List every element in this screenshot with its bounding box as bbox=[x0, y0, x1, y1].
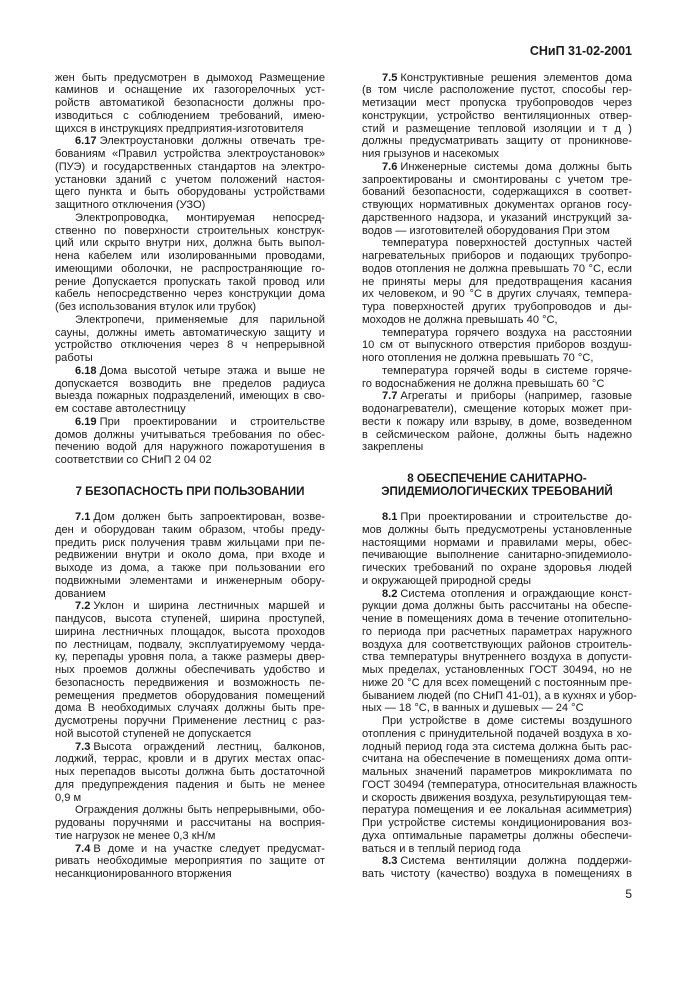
text-line: работы bbox=[55, 352, 93, 365]
text-line: чение в помещениях дома в течение отопительно- bbox=[362, 613, 632, 626]
text-line: ниже 20 °С для всех помещений с постоянным пре- bbox=[362, 676, 632, 689]
text-line: каминов и оснащение их газогорелочных уст- bbox=[55, 84, 325, 97]
clause-number: 7.4 bbox=[75, 842, 91, 855]
paragraph bbox=[55, 804, 325, 842]
text-line: кабель непосредственно через конструкции дома bbox=[55, 288, 325, 301]
text-line: ширина лестничных площадок, высота проходов bbox=[55, 625, 325, 638]
text-line: щихся в инструкциях предприятия-изготовителя bbox=[55, 122, 304, 135]
text-line: тие нагрузок не менее 0,3 кН/м bbox=[55, 829, 216, 842]
text-line: 10 см от выпускного отверстия приборов воздуш- bbox=[362, 339, 632, 352]
clause-text: Система вентиляции должна поддержи- bbox=[400, 855, 632, 868]
text-line: мальных значений параметров микроклимата по bbox=[362, 766, 632, 779]
text-line: (без использования втулок или трубок) bbox=[55, 301, 257, 314]
text-line bbox=[362, 72, 632, 85]
clause-number: 7.2 bbox=[75, 600, 91, 613]
text-line: Электропроводка, монтируемая непосред- bbox=[75, 211, 325, 224]
text-line: безопасность передвижения и возможность пе- bbox=[55, 676, 325, 689]
text-line: ден и оборудован таким образом, чтобы преду- bbox=[55, 523, 325, 536]
text-line: считана на обеспечение в помещениях дома опти- bbox=[362, 753, 632, 766]
text-line: рудованы поручнями и рассчитаны на восприя- bbox=[55, 817, 325, 830]
text-line: соответствии со СНиП 2 04 02 bbox=[55, 454, 212, 467]
paragraph bbox=[362, 365, 632, 391]
text-line: ствующих нормативных документах органов госу- bbox=[362, 199, 632, 212]
clause-number: 7.5 bbox=[382, 71, 398, 84]
text-line: стий и размещение тепловой изоляции и т д ) bbox=[362, 122, 632, 135]
clause-number: 8.2 bbox=[382, 587, 398, 600]
text-line bbox=[55, 741, 325, 754]
right-column bbox=[362, 71, 638, 881]
text-line: изводиться с соблюдением требований, имею- bbox=[55, 109, 325, 122]
text-line: пература помещения и ее локальная асимметрия) bbox=[362, 804, 632, 817]
text-line: защитного отключения (УЗО) bbox=[55, 199, 206, 212]
text-line: При устройстве системы кондиционирования воз- bbox=[362, 817, 632, 830]
text-line: пандусов, высота ступеней, ширина проступей, bbox=[55, 613, 325, 626]
clause-7-1 bbox=[55, 511, 325, 600]
text-line: не приняты меры для предотвращения касания bbox=[362, 275, 632, 288]
clause-text: В доме и на участке следует предусмат- bbox=[93, 842, 325, 855]
clause-number: 7.6 bbox=[382, 160, 398, 173]
text-line: редвижении внутри и около дома, при входе и bbox=[55, 549, 325, 562]
clause-6-18 bbox=[55, 365, 325, 416]
text-line: настоящими нормами и правилами меры, обес- bbox=[362, 536, 632, 549]
text-line: ремещения предметов оборудования помещений bbox=[55, 689, 325, 702]
clause-7-6 bbox=[362, 161, 632, 238]
text-line: го водоснабжения не должна превышать 60 °С bbox=[362, 377, 605, 390]
text-line: нена кабелем или изолированными проводами, bbox=[55, 250, 325, 263]
text-line: ку, перепады уровня пола, а также размеры двер- bbox=[55, 651, 325, 664]
text-line: дарственного надзора, и указаний инструкций за- bbox=[362, 211, 632, 224]
clause-text: Инженерные системы дома должны быть bbox=[400, 160, 632, 173]
clause-7-2 bbox=[55, 600, 325, 740]
text-line: Электропечи, применяемые для парильной bbox=[75, 313, 325, 326]
document-code-header: СНиП 31-02-2001 bbox=[529, 44, 632, 58]
text-line: тура поверхностей других трубопроводов и ды- bbox=[362, 301, 632, 314]
text-line: конструкции, устройство вентиляционных отвер- bbox=[362, 109, 632, 122]
text-line: бований безопасности, содержащихся в соответ- bbox=[362, 186, 632, 199]
text-line: (в том числе расположение пустот, способы гер- bbox=[362, 84, 632, 97]
text-line: При устройстве в доме системы воздушного bbox=[382, 715, 632, 728]
clause-number: 8.3 bbox=[382, 855, 398, 868]
paragraph bbox=[362, 237, 632, 326]
text-line: выезда пожарных подразделений, имеющих в сво- bbox=[55, 390, 325, 403]
text-line: мых пределах, установленных ГОСТ 30494, но не bbox=[362, 664, 632, 677]
clause-7-4 bbox=[55, 843, 325, 881]
clause-text: Конструктивные решения элементов дома bbox=[400, 71, 632, 84]
text-line: для предупреждения падения и быть не менее bbox=[55, 778, 325, 791]
text-line: и скорость движения воздуха, результирующая тем- bbox=[362, 791, 632, 804]
clause-8-1 bbox=[362, 511, 632, 588]
text-line: запроектированы и смонтированы с учетом тре- bbox=[362, 173, 632, 186]
text-line: сауны, должны иметь автоматическую защиту и bbox=[55, 326, 325, 339]
text-line bbox=[362, 161, 632, 174]
text-line: предить риск получения травм жильцами при пе- bbox=[55, 536, 325, 549]
clause-8-3 bbox=[362, 855, 632, 881]
clause-text: Электроустановки должны отвечать тре- bbox=[99, 135, 325, 148]
heading-line: 8 ОБЕСПЕЧЕНИЕ САНИТАРНО- bbox=[407, 472, 587, 486]
text-line: температура горячей воды в системе горяче- bbox=[382, 364, 632, 377]
clause-number: 7.7 bbox=[382, 390, 398, 403]
text-line: установки зданий с учетом положений настоя- bbox=[55, 173, 325, 186]
text-line: вести к пожару или взрыву, в доме, возведенном bbox=[362, 415, 632, 428]
paragraph bbox=[362, 715, 638, 855]
text-line: водонагреватели), смещение которых может при- bbox=[362, 403, 632, 416]
paragraph bbox=[362, 327, 632, 365]
text-line: и окружающей природной среды bbox=[362, 574, 531, 587]
text-line: дусмотрены поручни Применение лестниц с раз- bbox=[55, 715, 325, 728]
clause-number: 7.3 bbox=[75, 740, 91, 753]
text-line: домов должны учитываться требования по обес- bbox=[55, 428, 325, 441]
text-line: ций или скрыто внутри них, должна быть выпол- bbox=[55, 237, 325, 250]
text-line: лоджий, террас, кровли и в других местах опас- bbox=[55, 753, 325, 766]
text-line bbox=[55, 843, 325, 856]
text-line bbox=[55, 365, 325, 378]
text-line: ных — 18 °С, в ванных и душевых — 24 °С bbox=[362, 702, 584, 715]
text-line bbox=[55, 416, 325, 429]
text-line: духа оптимальные параметры должны обеспечи- bbox=[362, 829, 632, 842]
paragraph bbox=[55, 72, 325, 136]
clause-number: 8.1 bbox=[382, 511, 398, 524]
text-line: метизации мест пропуска трубопроводов через bbox=[362, 97, 632, 110]
text-line: ния грызунов и насекомых bbox=[362, 148, 499, 161]
clause-6-17 bbox=[55, 135, 325, 212]
text-line: 0,9 м bbox=[55, 791, 82, 804]
clause-number: 7.1 bbox=[75, 511, 91, 524]
clause-text: При проектировании и строительстве bbox=[99, 415, 325, 428]
clause-number: 6.17 bbox=[75, 135, 97, 148]
text-line: моходов не должна превышать 40 °С, bbox=[362, 313, 558, 326]
text-line bbox=[362, 390, 632, 403]
text-line: закреплены bbox=[362, 441, 424, 454]
text-line: устройство отключения через 8 ч непрерывной bbox=[55, 339, 325, 352]
page-number: 5 bbox=[625, 887, 632, 901]
text-line: ных проемов должны обеспечивать удобство и bbox=[55, 664, 325, 677]
text-line bbox=[55, 135, 325, 148]
text-line: лодный период года эта система должна быть рас- bbox=[362, 740, 632, 753]
section-heading bbox=[55, 486, 325, 499]
text-line bbox=[55, 600, 325, 613]
text-line: бованиям «Правил устройства электроустановок» bbox=[55, 148, 325, 161]
text-line: воздуха для соответствующих районов строитель- bbox=[362, 638, 632, 651]
text-line: рение Допускается пропускать такой провод или bbox=[55, 275, 325, 288]
text-line: водов — изготовителей оборудования При этом bbox=[362, 224, 610, 237]
clause-8-2 bbox=[362, 587, 637, 716]
clause-7-3 bbox=[55, 741, 325, 805]
clause-text: Система отопления и ограждающие конст- bbox=[400, 587, 632, 600]
clause-text: При проектировании и строительстве до- bbox=[400, 511, 632, 524]
text-line: выходе из дома, а также при пользовании его bbox=[55, 562, 325, 575]
text-line: ства температуры внутреннего воздуха в допусти- bbox=[362, 651, 632, 664]
paragraph bbox=[55, 314, 325, 365]
text-line: быванием людей (по СНиП 41-01), а в кухнях и убор- bbox=[362, 689, 637, 702]
clause-text: Агрегаты и приборы (например, газовые bbox=[400, 390, 632, 403]
text-line: температура поверхностей доступных частей bbox=[382, 237, 632, 250]
left-column bbox=[55, 72, 325, 881]
text-line: температура горячего воздуха на расстоянии bbox=[382, 326, 632, 339]
text-line: допускается возводить вне пределов радиуса bbox=[55, 377, 325, 390]
text-line: отопления с принудительной подачей воздуха в хо- bbox=[362, 727, 632, 740]
clause-text: Дома высотой четыре этажа и выше не bbox=[99, 364, 325, 377]
text-line: жен быть предусмотрен в дымоход Размещение bbox=[55, 71, 325, 84]
text-line: несанкционированного вторжения bbox=[55, 868, 232, 881]
clause-7-7 bbox=[362, 390, 632, 454]
clause-text: Дом должен быть запроектирован, возве- bbox=[93, 511, 325, 524]
clause-number: 6.19 bbox=[75, 415, 97, 428]
text-line: ем составе автолестницу bbox=[55, 403, 186, 416]
clause-number: 6.18 bbox=[75, 364, 97, 377]
text-line: ной высотой ступеней не допускается bbox=[55, 727, 252, 740]
text-line: ного отопления не должна превышать 70 °С, bbox=[362, 352, 594, 365]
paragraph bbox=[55, 212, 325, 314]
clause-7-5 bbox=[362, 72, 632, 161]
text-line: дома В необходимых случаях должны быть пре- bbox=[55, 702, 325, 715]
text-line: мов должны быть предусмотрены установленные bbox=[362, 523, 632, 536]
clause-6-19 bbox=[55, 416, 325, 467]
text-line bbox=[362, 588, 632, 601]
text-line: их человеком, и 90 °С в других случаях, темпера- bbox=[362, 288, 632, 301]
text-line: ривать необходимые мероприятия по защите от bbox=[55, 855, 325, 868]
text-line bbox=[362, 855, 632, 868]
text-line: в сейсмическом районе, должны быть надежно bbox=[362, 428, 632, 441]
clause-text: Уклон и ширина лестничных маршей и bbox=[93, 600, 325, 613]
heading-line: 7 БЕЗОПАСНОСТЬ ПРИ ПОЛЬЗОВАНИИ bbox=[75, 484, 305, 498]
text-line: ваться и в теплый период года bbox=[362, 842, 521, 855]
text-line: дованием bbox=[55, 587, 106, 600]
text-line: гических требований по охране здоровья людей bbox=[362, 562, 632, 575]
text-line bbox=[362, 511, 632, 524]
text-line: печивающие выполнение санитарно-эпидемиоло- bbox=[362, 549, 632, 562]
text-line: вать чистоту (качество) воздуха в помещениях в bbox=[362, 868, 632, 881]
text-line: (ПУЭ) и государственных стандартов на электро- bbox=[55, 160, 325, 173]
text-line: ройств автоматикой безопасности должны про- bbox=[55, 97, 325, 110]
text-line: должны предусматривать защиту от проникнове- bbox=[362, 135, 632, 148]
text-line: по лестницам, подвалу, эксплуатируемому черда- bbox=[55, 638, 325, 651]
text-line: водов отопления не должна превышать 70 °С, если bbox=[362, 262, 632, 275]
text-line: имеющими оболочки, не распространяющие го- bbox=[55, 262, 325, 275]
text-line: ГОСТ 30494 (температура, относительная влажность bbox=[362, 778, 638, 791]
text-line: печению водой для наружного пожаротушения в bbox=[55, 441, 325, 454]
text-line: щего пункта и быть оборудованы устройствами bbox=[55, 186, 325, 199]
section-heading bbox=[362, 473, 632, 499]
text-line bbox=[55, 511, 325, 524]
text-line: подвижными элементами и инженерным обору- bbox=[55, 574, 325, 587]
text-line: рукции дома должны быть рассчитаны на обеспе- bbox=[362, 600, 632, 613]
text-line: ственно по поверхности строительных конструк- bbox=[55, 224, 325, 237]
text-line: го периода при расчетных параметрах наружного bbox=[362, 625, 632, 638]
heading-line: ЭПИДЕМИОЛОГИЧЕСКИХ ТРЕБОВАНИЙ bbox=[381, 484, 613, 498]
text-line: нагревательных приборов и подающих трубопро- bbox=[362, 250, 632, 263]
clause-text: Высота ограждений лестниц, балконов, bbox=[93, 740, 325, 753]
text-line: Ограждения должны быть непрерывными, обо- bbox=[75, 804, 325, 817]
text-line: ных перепадов высоты должна быть достаточной bbox=[55, 766, 325, 779]
